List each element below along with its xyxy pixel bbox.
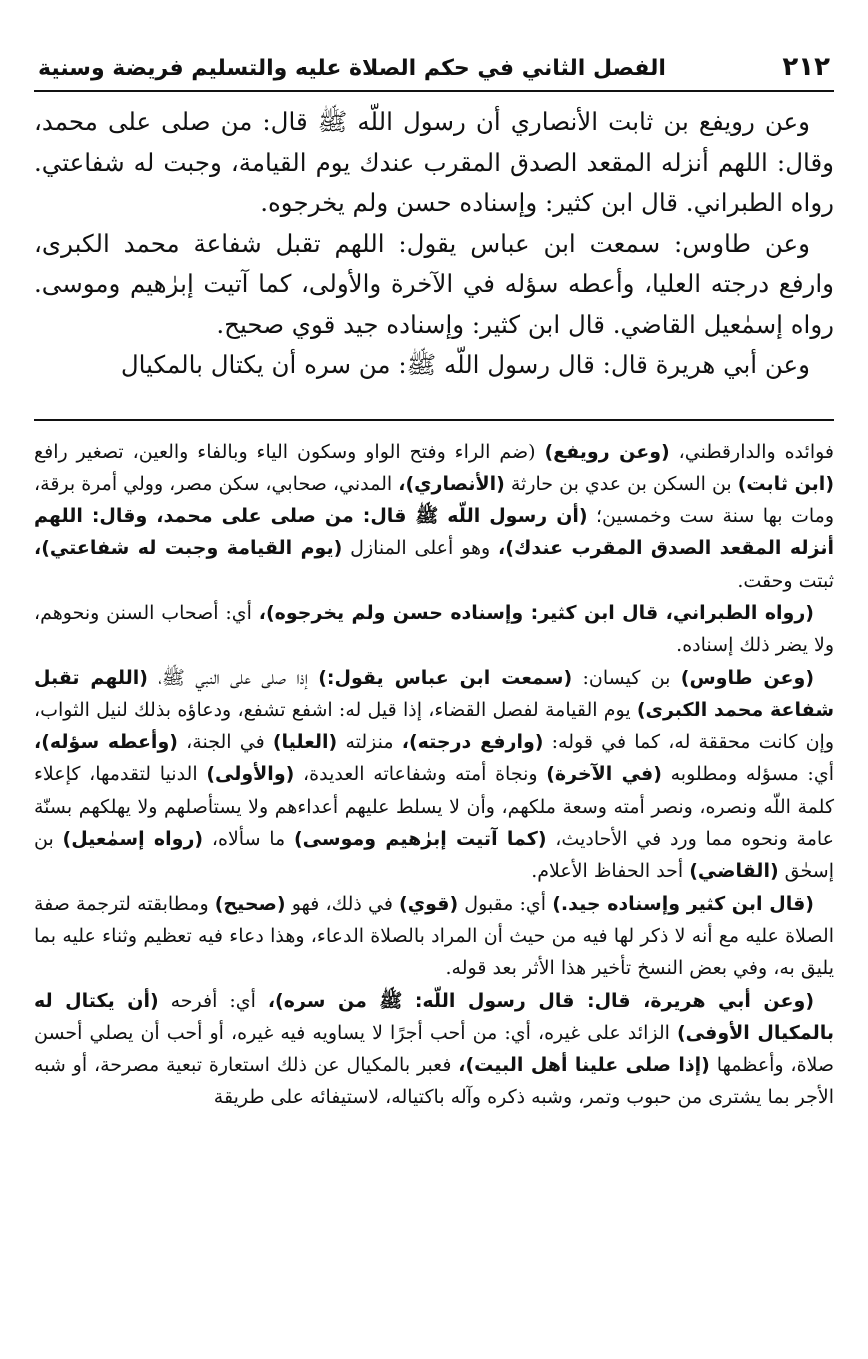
commentary-paragraph [34, 888, 834, 985]
explanation-text: منزلته [337, 731, 402, 754]
page-number: ٢١٢ [782, 52, 830, 82]
explanation-text: بن إسحٰق [34, 828, 834, 883]
quoted-text: (وعن أبي هريرة، قال: قال رسول اللّه: ﷺ من سره)، [267, 989, 814, 1012]
quoted-text: (والأولى) [206, 763, 295, 786]
explanation-text: الزائد على غيره، أي: من أحب أجرًا لا يساويه فيه غيره، أو أحب أن يصلي أحسن صلاة، وأعظمها [34, 1021, 834, 1077]
hadith-paragraph: وعن طاوس: سمعت ابن عباس يقول: اللهم تقبل شفاعة محمد الكبرى، وارفع درجته العليا، وأعطه سؤله في الآخرة والأولى، كما آتيت إبرٰهيم وموسى. رواه إسمٰعيل القاضي. قال ابن كثير: وإسناده جيد قوي صحيح. [34, 228, 834, 339]
main-text [34, 92, 834, 386]
quoted-text: (أن رسول اللّه ﷺ قال: من صلى على محمد، وقال: اللهم أنزله المقعد الصدق المقرب عندك)، [34, 505, 835, 560]
quoted-text: (اللهم تقبل شفاعة محمد الكبرى) [34, 666, 835, 721]
explanation-text: في الجنة، [177, 731, 273, 754]
explanation-text: بن كيسان: [572, 666, 681, 689]
quoted-text: (العليا) [272, 731, 338, 754]
quoted-text: (صحيح) [214, 892, 286, 915]
commentary-paragraph [34, 985, 834, 1114]
quoted-text: (قال ابن كثير وإسناده جيد.) [552, 892, 814, 915]
explanation-text: ومطابقته لترجمة صفة الصلاة عليه مع أنه لا ذكر لها فيه من حيث أن المراد بالصلاة الدعاء، وهذا دعاء فيه تعظيم وثناء عليه بما يليق به، وفي بعض النسخ تأخير هذا الأثر بعد قوله. [34, 892, 834, 980]
explanation-text: ثبتت وحقت. [737, 569, 834, 592]
commentary-paragraph [34, 662, 834, 888]
explanation-text: المدني، صحابي، سكن مصر، وولي أمرة برقة، ومات بها سنة ست وخمسين؛ [34, 472, 834, 528]
footnote-divider [34, 419, 834, 421]
commentary-paragraph [34, 436, 834, 597]
explanation-text: في ذلك، فهو [285, 892, 400, 915]
quoted-text: (قوي) [399, 892, 459, 915]
explanation-text: أي: مقبول [458, 892, 553, 915]
quoted-text: (رواه إسمٰعيل) [62, 828, 204, 851]
explanation-text: بن السكن بن عدي بن حارثة [504, 472, 738, 495]
commentary-section [34, 436, 834, 1114]
quoted-text: وعن طاوس) [680, 666, 806, 689]
explanation-text: أحد الحفاظ الأعلام. [531, 860, 690, 883]
explanation-text: إذا صلى على النبي ﷺ، [147, 666, 319, 689]
hadith-paragraph: وعن أبي هريرة قال: قال رسول اللّه ﷺ: من سره أن يكتال بالمكيال [120, 350, 810, 379]
explanation-text: ما سألاه، [203, 828, 294, 851]
quoted-text: ( [805, 666, 815, 689]
explanation-text: أي: أصحاب السنن ونحوهم، ولا يضر ذلك إسناده. [34, 601, 834, 657]
quoted-text: (وارفع درجته)، [401, 731, 544, 754]
explanation-text: ونجاة أمته وشفاعاته العديدة، [294, 763, 547, 786]
quoted-text: (ابن ثابت) [737, 472, 834, 495]
quoted-text: (القاضي) [689, 860, 779, 883]
quoted-text: (وأعطه سؤله)، [34, 731, 178, 754]
hadith-paragraph: وعن رويفع بن ثابت الأنصاري أن رسول اللّه ﷺ قال: من صلى على محمد، وقال: اللهم أنزله المقعد الصدق المقرب عندك يوم القيامة، وجبت له شفاعتي. رواه الطبراني. قال ابن كثير: وإسناده حسن ولم يخرجوه. [34, 107, 834, 217]
explanation-text: (ضم الراء وفتح الواو وسكون الياء وبالفاء والعين، تصغير رافع [34, 440, 545, 463]
quoted-text: (وعن رويفع) [544, 440, 670, 463]
explanation-text: أي: مسؤله ومطلوبه [661, 763, 834, 786]
commentary-paragraph [34, 597, 834, 662]
quoted-text: (الأنصاري)، [398, 472, 505, 495]
explanation-text: يوم القيامة لفصل القضاء، إذا قيل له: اشفع تشفع، ودعاؤه بذلك لنيل الثواب، وإن كانت محققة له، كما في قوله: [34, 698, 834, 754]
quoted-text: (في الآخرة) [546, 763, 662, 786]
quoted-text: (كما آتيت إبرٰهيم وموسى) [294, 828, 547, 851]
explanation-text: أي: أفرحه [158, 989, 268, 1012]
explanation-text: فعبر بالمكيال عن ذلك استعارة تبعية مصرحة، أو شبه الأجر بما يشترى من حبوب وتمر، وشبه ذكره وآله باكتياله، لاستيفائه على طريقة [34, 1054, 834, 1109]
running-header [34, 52, 834, 92]
quoted-text: (يوم القيامة وجبت له شفاعتي)، [34, 537, 343, 560]
quoted-text: (رواه الطبراني، قال ابن كثير: وإسناده حسن ولم يخرجوه)، [258, 601, 814, 624]
explanation-text: وهو أعلى المنازل [342, 537, 499, 560]
chapter-title: الفصل الثاني في حكم الصلاة عليه والتسليم فريضة وسنية [38, 56, 666, 81]
quoted-text: (إذا صلى علينا أهل البيت)، [458, 1054, 710, 1077]
quoted-text: (أن يكتال له بالمكيال الأوفى) [34, 989, 834, 1044]
explanation-text: الدنيا لتقدمها، كإعلاء كلمة اللّه ونصره، ونصر أمته وسعة ملكهم، وأن لا يسلط عليهم أعداءهم ولا يستأصلهم ولا يهلكهم بسنّة عامة ونحوه مما ورد في الأحاديث، [34, 763, 834, 851]
explanation-text: فوائده والدارقطني، [669, 440, 834, 463]
quoted-text: (سمعت ابن عباس يقول:) [318, 666, 573, 689]
